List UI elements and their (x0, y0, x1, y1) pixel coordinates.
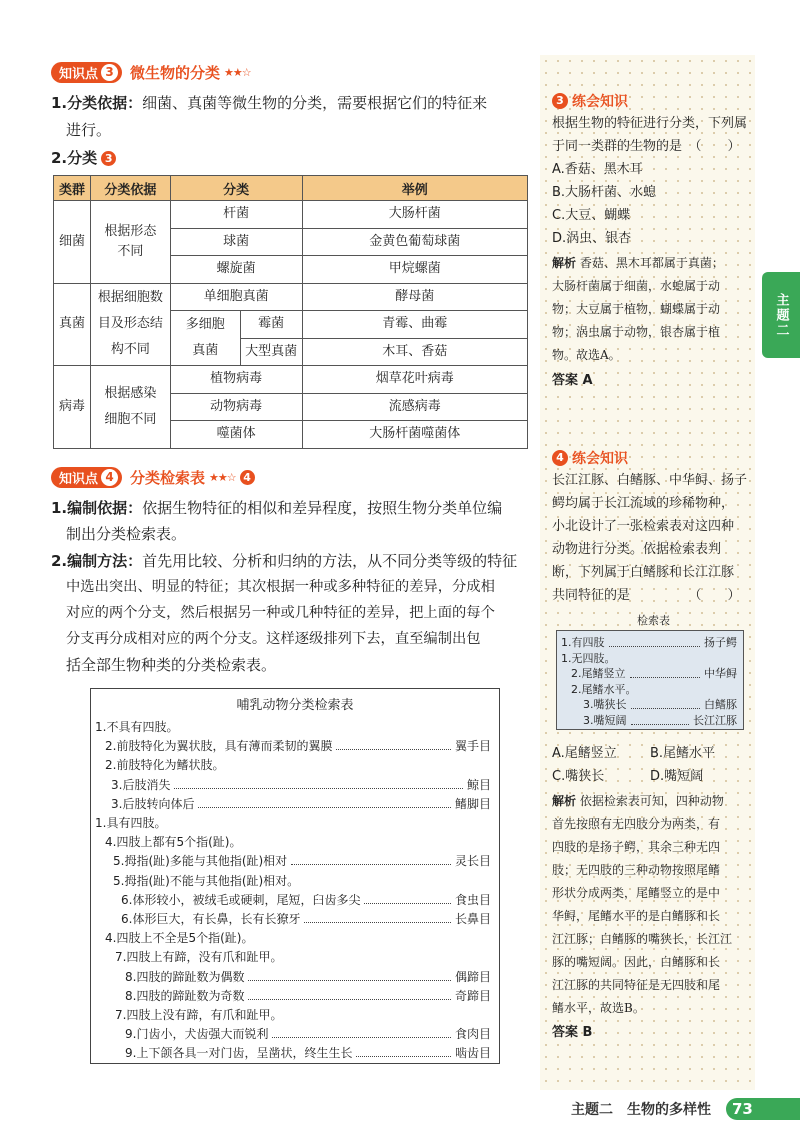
key-line-result: 啮齿目 (454, 1046, 491, 1061)
mini-key-box (556, 630, 744, 730)
item-text: 依据生物特征的相似和差异程度，按照生物分类单位编 (142, 499, 503, 517)
analysis-text: 大肠杆菌属于细菌，水螅属于动 (552, 279, 721, 293)
key-line-text: 2.前肢特化为鳍状肢。 (105, 758, 225, 773)
question-text: 鳄均属于长江流域的珍稀物种， (552, 496, 735, 511)
key-line-text: 7.四肢上有蹄，没有爪和趾甲。 (115, 950, 283, 965)
header-basis: 分类依据 (90, 176, 170, 201)
key-line-text: 5.拇指(趾)多能与其他指(趾)相对 (113, 854, 288, 869)
option-a: A.尾鳍竖立 (552, 746, 617, 761)
analysis-text: 豚的嘴短阔。因此，白鳍豚和长 (552, 955, 721, 969)
item-label: 2.编制方法： (51, 552, 143, 570)
question-text: 长江江豚、白鳍豚、中华鲟、扬子 (552, 473, 748, 488)
analysis-text: 四肢的是扬子鳄，其余三种无四 (552, 840, 721, 854)
mini-key-text: 2.尾鳍竖立 (571, 667, 626, 680)
key-line (125, 967, 491, 987)
mini-key-title: 检索表 (637, 614, 670, 627)
badge-number: 4 (101, 469, 118, 486)
group-cell: 真菌 (54, 283, 91, 366)
page-number: 73 (726, 1098, 800, 1120)
key-line-text: 6.体形巨大，有长鼻，长有长獠牙 (121, 912, 301, 926)
example-cell: 金黄色葡萄球菌 (302, 228, 527, 256)
analysis-text: 华鲟，尾鳍水平的是白鳍豚和长 (552, 909, 721, 923)
example-cell: 青霉、曲霉 (302, 311, 527, 339)
key-line (111, 775, 491, 795)
analysis-text: 形状分成两类，尾鳍竖立的是中 (552, 886, 721, 900)
leader-dots (198, 794, 451, 808)
key-line-text: 7.四肢上没有蹄，有爪和趾甲。 (115, 1008, 283, 1022)
question-text: 动物进行分类。依据检索表判 (552, 542, 722, 557)
analysis-text: 物。故选A。 (552, 348, 621, 362)
mini-key-text: 3.嘴短阔 (583, 713, 627, 727)
key-line-text: 6.体形较小，被绒毛或硬刺，尾短，臼齿多尖 (121, 892, 361, 907)
difficulty-stars: ★★☆ (209, 470, 236, 484)
answer-value: B (582, 1025, 593, 1040)
key-line-text: 3.后肢消失 (111, 777, 171, 792)
ref-badge: 4 (240, 470, 255, 485)
table-row (54, 201, 528, 229)
subcategory-cell: 霉菌 (240, 311, 302, 339)
item-compile-method (51, 548, 517, 574)
item-label: 2.分类 (51, 149, 98, 167)
leader-dots (364, 890, 451, 904)
mini-key-line (571, 682, 737, 698)
key-line (121, 909, 491, 929)
key-line (95, 813, 491, 833)
knowledge-point-3-header (51, 61, 251, 83)
key-line-result: 食肉目 (454, 1027, 491, 1042)
header-category: 分类 (170, 176, 302, 201)
table-row (54, 366, 528, 394)
option-a: A.香菇、黑木耳 (552, 162, 643, 177)
basis-cell: 根据感染细胞不同 (90, 366, 170, 449)
table-row (54, 283, 528, 311)
practice-title: 练会知识 (572, 94, 628, 110)
question-text: 根据生物的特征进行分类，下列属 (552, 116, 748, 131)
key-line (105, 832, 491, 852)
basis-cell: 根据细胞数目及形态结构不同 (90, 283, 170, 366)
leader-dots (272, 1024, 451, 1038)
category-cell: 多细胞真菌 (170, 311, 240, 366)
leader-dots (609, 635, 701, 647)
leader-dots (248, 967, 451, 981)
key-line-text: 9.上下颌各具一对门齿，呈凿状，终生生长 (125, 1046, 353, 1061)
mini-key-line (561, 651, 737, 667)
leader-dots (630, 666, 701, 678)
analysis-label: 解析 (552, 256, 577, 270)
key-line-text: 8.四肢的蹄趾数为偶数 (125, 969, 245, 984)
category-cell: 噬菌体 (170, 421, 302, 449)
answer-line (552, 1021, 592, 1044)
key-line-text: 5.拇指(趾)不能与其他指(趾)相对。 (113, 873, 300, 888)
leader-dots (356, 1043, 451, 1057)
key-line (125, 1043, 491, 1063)
analysis-label: 解析 (552, 794, 577, 808)
category-cell: 螺旋菌 (170, 256, 302, 284)
mini-key-text: 3.嘴狭长 (583, 698, 627, 711)
knowledge-point-badge (51, 62, 122, 83)
table-header-row (54, 176, 528, 201)
key-line (105, 736, 491, 756)
category-cell: 动物病毒 (170, 393, 302, 421)
group-cell: 细菌 (54, 201, 91, 284)
section-title: 微生物的分类 (130, 63, 221, 82)
ref-badge: 3 (101, 151, 116, 166)
badge-label: 知识点 (59, 66, 99, 82)
mini-key-result: 白鳍豚 (704, 698, 737, 711)
example-cell: 流感病毒 (302, 393, 527, 421)
item-label: 1.编制依据： (51, 499, 143, 517)
analysis-line (552, 252, 724, 275)
key-line-text: 3.后肢转向体后 (111, 796, 195, 811)
mini-key-result: 长江江豚 (693, 713, 737, 727)
header-group: 类群 (54, 176, 91, 201)
key-line-text: 2.前肢特化为翼状肢，具有薄而柔韧的翼膜 (105, 739, 333, 754)
badge-number: 3 (101, 64, 118, 81)
key-line-text: 4.四肢上都有5个指(趾)。 (105, 835, 242, 850)
analysis-text: 江江豚；白鳍豚的嘴狭长，长江江 (552, 932, 733, 946)
key-line-result: 偶蹄目 (454, 969, 491, 984)
key-line (121, 890, 491, 910)
key-line-text: 1.具有四肢。 (95, 816, 167, 830)
key-title: 哺乳动物分类检索表 (236, 698, 354, 713)
analysis-text: 鳍水平，故选B。 (552, 1001, 645, 1015)
section-title: 分类检索表 (130, 468, 206, 487)
leader-dots (174, 775, 463, 789)
group-cell: 病毒 (54, 366, 91, 449)
analysis-text: 江江豚的共同特征是无四肢和尾 (552, 978, 721, 992)
key-line-text: 8.四肢的蹄趾数为奇数 (125, 988, 245, 1003)
basis-cell: 根据形态不同 (90, 201, 170, 284)
key-line (125, 1024, 491, 1044)
key-line (105, 755, 491, 775)
option-b: B.尾鳍水平 (650, 746, 716, 761)
key-line-result: 鳍脚目 (454, 796, 491, 811)
example-cell: 酵母菌 (302, 283, 527, 311)
practice-title: 练会知识 (572, 451, 628, 467)
key-line-result: 奇蹄目 (454, 988, 491, 1003)
chapter-side-tab[interactable]: 主题二 (762, 272, 800, 358)
practice-3-header (552, 91, 628, 111)
analysis-text: 香菇、黑木耳都属于真菌； (579, 256, 724, 270)
item-text: 首先用比较、分析和归纳的方法，从不同分类等级的特征 (142, 552, 518, 570)
option-b: B.大肠杆菌、水螅 (552, 185, 657, 200)
knowledge-point-badge (51, 467, 122, 488)
answer-label: 答案 (552, 1025, 579, 1040)
example-cell: 大肠杆菌 (302, 201, 527, 229)
key-line-result: 长鼻目 (454, 912, 491, 926)
key-line (115, 1005, 491, 1025)
question-text: 共同特征的是 （ ） (552, 588, 741, 603)
key-line (115, 947, 491, 967)
difficulty-stars: ★★☆ (224, 65, 251, 79)
leader-dots (304, 909, 451, 923)
analysis-text: 物；大豆属于植物，蝴蝶属于动 (552, 302, 721, 316)
answer-value: A (582, 373, 593, 388)
question-text: 于同一类群的生物的是 （ ） (552, 139, 741, 154)
item-label: 1.分类依据： (51, 94, 143, 112)
mini-key-line (561, 635, 737, 651)
key-line-result: 灵长目 (454, 854, 491, 869)
practice-number: 4 (552, 450, 568, 466)
example-cell: 木耳、香菇 (302, 338, 527, 366)
option-c: C.大豆、蝴蝶 (552, 208, 631, 223)
answer-line (552, 369, 593, 392)
mini-key-line (583, 713, 737, 729)
knowledge-point-4-header (51, 466, 255, 488)
analysis-text: 首先按照有无四肢分为两类，有 (552, 817, 721, 831)
leader-dots (248, 986, 451, 1000)
page-footer (571, 1098, 711, 1120)
category-cell: 植物病毒 (170, 366, 302, 394)
mammal-classification-key (90, 688, 500, 1064)
mini-key-result: 扬子鳄 (704, 636, 737, 649)
item-classification (51, 145, 116, 171)
mini-key-text: 1.无四肢。 (561, 651, 616, 665)
analysis-text: 物；涡虫属于动物，银杏属于植 (552, 325, 721, 339)
item-classification-basis (51, 90, 531, 116)
item-text-continued: 中选出突出、明显的特征；其次根据一种或多种特征的差异，分成相 (66, 579, 495, 595)
item-text-continued: 进行。 (66, 121, 112, 139)
key-line (125, 986, 491, 1006)
mini-key-text: 1.有四肢 (561, 636, 605, 649)
example-cell: 甲烷螺菌 (302, 256, 527, 284)
key-line (105, 928, 491, 948)
leader-dots (631, 697, 701, 709)
analysis-line (552, 790, 724, 813)
option-d: D.嘴短阔 (650, 769, 704, 784)
mini-key-result: 中华鲟 (704, 667, 737, 680)
key-line (113, 851, 491, 871)
category-cell: 单细胞真菌 (170, 283, 302, 311)
key-line (111, 794, 491, 814)
leader-dots (336, 736, 451, 750)
item-text: 细菌、真菌等微生物的分类，需要根据它们的特征来 (142, 94, 488, 112)
item-text-continued: 括全部生物种类的分类检索表。 (66, 656, 277, 674)
key-line-result: 鲸目 (466, 777, 491, 792)
mini-key-line (571, 666, 737, 682)
key-line-result: 翼手目 (454, 739, 491, 754)
answer-label: 答案 (552, 373, 579, 388)
classification-table (53, 175, 528, 449)
item-text-continued: 对应的两个分支，然后根据另一种或几种特征的差异，把上面的每个 (66, 605, 495, 621)
analysis-text: 肢；无四肢的三种动物按照尾鳍 (552, 863, 721, 877)
mini-key-text: 2.尾鳍水平。 (571, 682, 637, 696)
key-line (113, 871, 491, 891)
category-cell: 球菌 (170, 228, 302, 256)
key-line (95, 717, 491, 737)
mini-key-line (583, 697, 737, 713)
option-d: D.涡虫、银杏 (552, 231, 632, 246)
leader-dots (291, 851, 451, 865)
example-cell: 大肠杆菌噬菌体 (302, 421, 527, 449)
key-line-result: 食虫目 (454, 892, 491, 907)
practice-4-header (552, 448, 628, 468)
item-text-continued: 分支再分成相对应的两个分支。这样逐级排列下去，直至编制出包 (66, 631, 481, 647)
footer-text: 主题二 生物的多样性 (571, 1102, 711, 1118)
header-example: 举例 (302, 176, 527, 201)
example-cell: 烟草花叶病毒 (302, 366, 527, 394)
analysis-text: 依据检索表可知，四种动物 (579, 794, 724, 808)
key-line-text: 4.四肢上不全是5个指(趾)。 (105, 931, 254, 946)
key-line-text: 1.不具有四肢。 (95, 720, 179, 734)
question-text: 断，下列属于白鳍豚和长江江豚 (552, 565, 735, 580)
badge-label: 知识点 (59, 471, 99, 487)
item-compile-basis (51, 495, 541, 521)
key-line-text: 9.门齿小，犬齿强大而锐利 (125, 1027, 269, 1042)
leader-dots (631, 713, 690, 725)
subcategory-cell: 大型真菌 (240, 338, 302, 366)
item-text-continued: 制出分类检索表。 (66, 525, 187, 543)
practice-number: 3 (552, 93, 568, 109)
option-c: C.嘴狭长 (552, 769, 605, 784)
question-text: 小北设计了一张检索表对这四种 (552, 519, 735, 534)
category-cell: 杆菌 (170, 201, 302, 229)
